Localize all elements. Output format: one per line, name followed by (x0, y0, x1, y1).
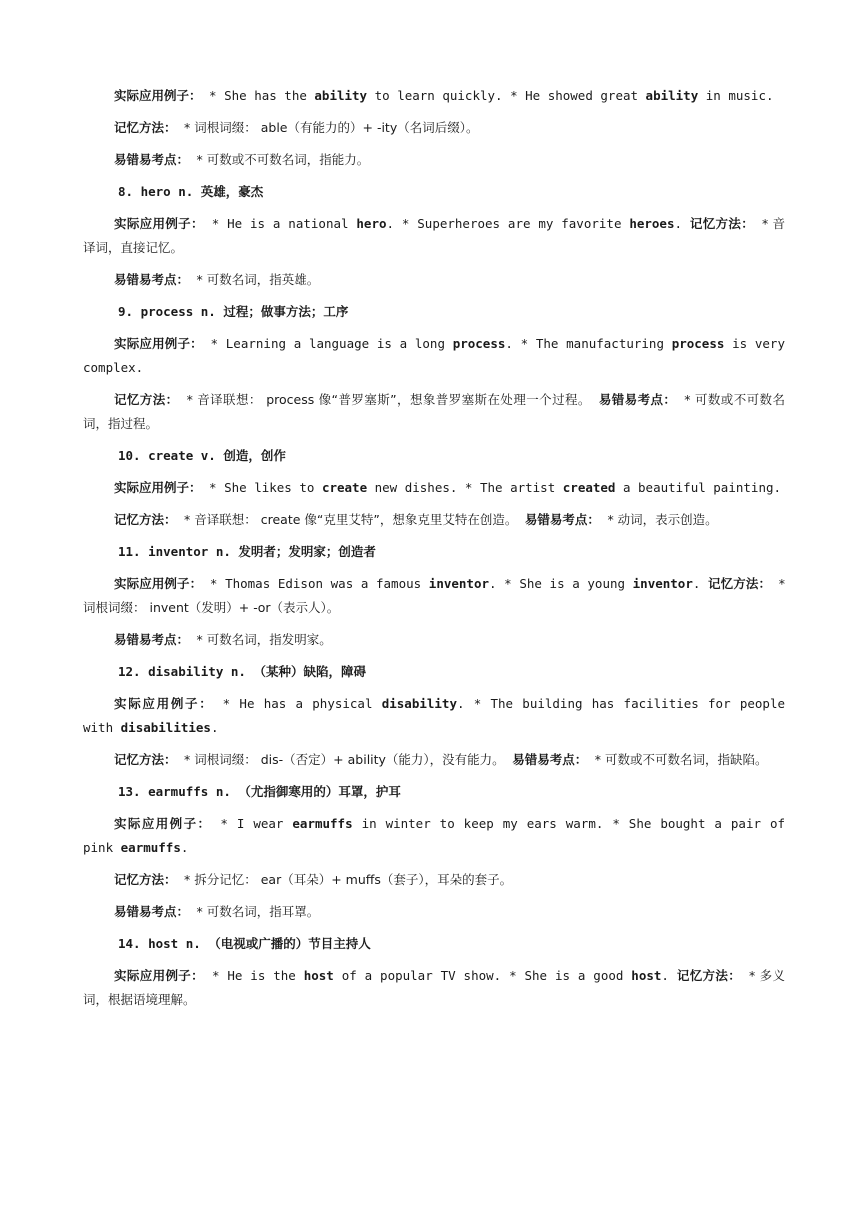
example-label: 实际应用例子： (114, 336, 203, 351)
keyword: inventor (632, 576, 693, 591)
example-label: 实际应用例子： (114, 696, 214, 711)
memory-label: 记忆方法： (114, 872, 177, 887)
pitfall-label: 易错易考点： (524, 512, 600, 527)
example-paragraph (83, 476, 785, 500)
memory-paragraph (83, 508, 785, 532)
example-label: 实际应用例子： (114, 576, 203, 591)
example-text: . * Superheroes are my favorite (386, 216, 630, 231)
pitfall-label: 易错易考点： (114, 152, 190, 167)
memory-text: * 词根词缀： invent（发明）+ -or（表示人）。 (83, 576, 785, 615)
keyword: earmuffs (120, 840, 181, 855)
keyword: process (452, 336, 506, 351)
example-text: in music. (698, 88, 774, 103)
memory-label: 记忆方法： (114, 752, 177, 767)
example-label: 实际应用例子： (114, 216, 204, 231)
example-label: 实际应用例子： (114, 816, 212, 831)
memory-text: * 音译联想： process 像“普罗塞斯”，想象普罗塞斯在处理一个过程。 (186, 392, 591, 407)
example-paragraph (83, 692, 785, 740)
pitfall-text: * 可数名词，指英雄。 (196, 272, 320, 287)
example-text: . (210, 720, 219, 735)
pitfall-text: * 可数或不可数名词，指过程。 (83, 392, 785, 431)
example-paragraph (83, 84, 785, 108)
pitfall-text: * 可数名词，指耳罩。 (196, 904, 320, 919)
pitfall-text: * 动词，表示创造。 (607, 512, 718, 527)
memory-text: * 词根词缀： able（有能力的）+ -ity（名词后缀）。 (184, 120, 479, 135)
pitfall-label: 易错易考点： (114, 904, 190, 919)
keyword: process (671, 336, 725, 351)
memory-text: * 词根词缀： dis-（否定）+ ability（能力），没有能力。 (184, 752, 505, 767)
example-text: * He is a national (211, 216, 357, 231)
example-text: * Thomas Edison was a famous (209, 576, 429, 591)
example-text: * She has the (209, 88, 315, 103)
keyword: disability (381, 696, 457, 711)
memory-text: * 音译词，直接记忆。 (83, 216, 785, 255)
example-text: . * She is a young (489, 576, 633, 591)
keyword: hero (356, 216, 387, 231)
example-paragraph (83, 812, 785, 860)
example-paragraph (83, 572, 785, 620)
example-text: . * The manufacturing (505, 336, 672, 351)
example-paragraph (83, 332, 785, 380)
example-text: a beautiful painting. (615, 480, 782, 495)
memory-label: 记忆方法： (114, 512, 177, 527)
example-label: 实际应用例子： (114, 968, 205, 983)
example-text: * I wear (220, 816, 293, 831)
keyword: host (303, 968, 334, 983)
example-text: in winter to keep my ears warm. * She bought a pair of pink (83, 816, 785, 855)
example-text: to learn quickly. * He showed great (367, 88, 646, 103)
example-text: . * The building has facilities for people with (83, 696, 785, 735)
memory-paragraph (83, 748, 785, 772)
keyword: host (631, 968, 662, 983)
memory-text: * 音译联想： create 像“克里艾特”，想象克里艾特在创造。 (184, 512, 518, 527)
example-text: * He has a physical (222, 696, 382, 711)
keyword: create (321, 480, 368, 495)
pitfall-paragraph (83, 268, 785, 292)
memory-label: 记忆方法： (708, 576, 772, 591)
keyword: disabilities (120, 720, 211, 735)
memory-text: * 多义词，根据语境理解。 (83, 968, 785, 1007)
example-text: * He is the (211, 968, 304, 983)
example-label: 实际应用例子： (114, 480, 202, 495)
entry-heading: 8. hero n. 英雄，豪杰 (118, 184, 264, 199)
example-paragraph (83, 964, 785, 1012)
memory-label: 记忆方法： (689, 216, 755, 231)
example-text: . (674, 216, 683, 231)
memory-text: * 拆分记忆： ear（耳朵）+ muffs（套子），耳朵的套子。 (184, 872, 513, 887)
pitfall-text: * 可数或不可数名词，指能力。 (196, 152, 370, 167)
keyword: earmuffs (292, 816, 353, 831)
example-text: of a popular TV show. * She is a good (333, 968, 632, 983)
example-text: . (661, 968, 669, 983)
entry-heading: 14. host n. （电视或广播的）节目主持人 (118, 936, 371, 951)
entry-heading: 11. inventor n. 发明者；发明家；创造者 (118, 544, 376, 559)
memory-paragraph (83, 388, 785, 436)
keyword: ability (645, 88, 699, 103)
memory-label: 记忆方法： (114, 392, 179, 407)
pitfall-text: * 可数或不可数名词，指缺陷。 (594, 752, 768, 767)
document-page (83, 84, 785, 1020)
entry-heading: 9. process n. 过程；做事方法；工序 (118, 304, 349, 319)
pitfall-paragraph (83, 628, 785, 652)
pitfall-paragraph (83, 148, 785, 172)
keyword: heroes (629, 216, 675, 231)
pitfall-label: 易错易考点： (598, 392, 677, 407)
memory-label: 记忆方法： (676, 968, 742, 983)
memory-paragraph (83, 116, 785, 140)
keyword: inventor (428, 576, 490, 591)
memory-label: 记忆方法： (114, 120, 177, 135)
pitfall-paragraph (83, 900, 785, 924)
example-label: 实际应用例子： (114, 88, 202, 103)
memory-paragraph (83, 868, 785, 892)
example-text: is very complex. (83, 336, 785, 375)
pitfall-label: 易错易考点： (512, 752, 588, 767)
example-text: . (692, 576, 701, 591)
example-text: . (180, 840, 189, 855)
entry-heading: 12. disability n. （某种）缺陷，障碍 (118, 664, 366, 679)
pitfall-label: 易错易考点： (114, 632, 190, 647)
pitfall-text: * 可数名词，指发明家。 (196, 632, 332, 647)
example-text: * She likes to (209, 480, 322, 495)
keyword: created (562, 480, 616, 495)
example-paragraph (83, 212, 785, 260)
example-text: new dishes. * The artist (367, 480, 563, 495)
entry-heading: 13. earmuffs n. （尤指御寒用的）耳罩，护耳 (118, 784, 401, 799)
keyword: ability (314, 88, 368, 103)
entry-heading: 10. create v. 创造，创作 (118, 448, 286, 463)
example-text: * Learning a language is a long (210, 336, 453, 351)
pitfall-label: 易错易考点： (114, 272, 190, 287)
